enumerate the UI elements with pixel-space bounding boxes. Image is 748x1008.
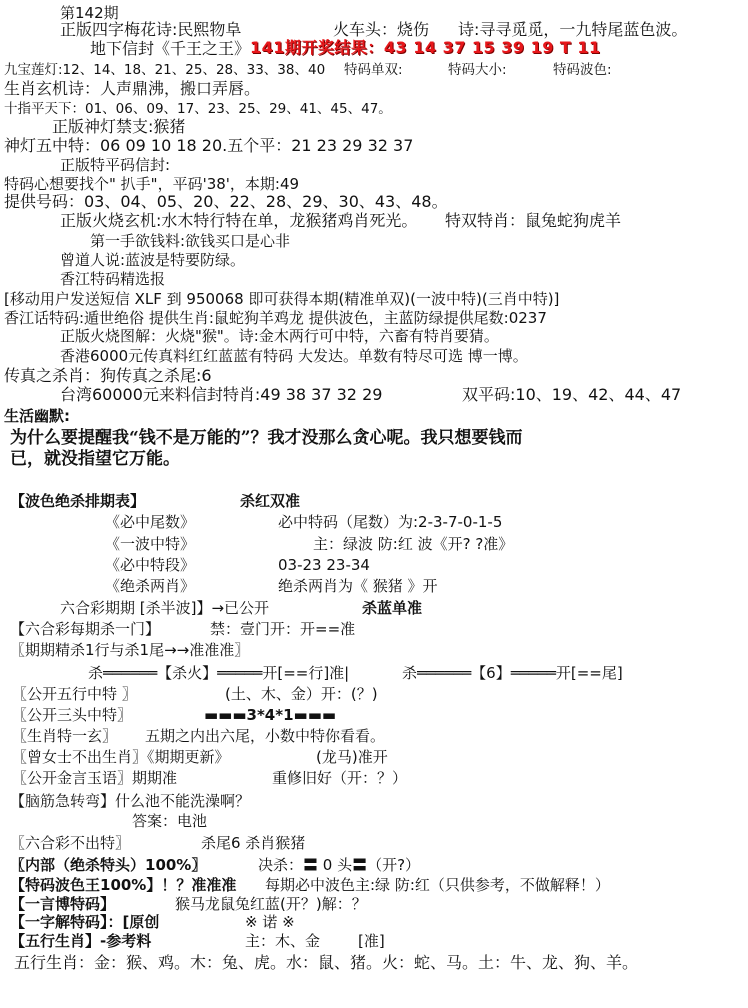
one-word-value: 猴马龙鼠兔红蓝(开？)解：？ bbox=[175, 895, 367, 913]
humor-text-1: 为什么要提醒我“钱不是万能的”？我才没那么贪心呢。我只想要钱而 bbox=[10, 428, 523, 448]
no-special-value: 杀尾6 杀肖猴猪 bbox=[201, 834, 306, 852]
first-hand: 第一手欲钱料:欲钱买口是心非 bbox=[90, 232, 291, 250]
half-wave: 六合彩期期 [杀半波]】→已公开 bbox=[60, 599, 270, 617]
five-zodiac-list: 五行生肖：金：猴、鸡。木：兔、虎。水：鼠、猪。火：蛇、马。土：牛、龙、狗、羊。 bbox=[14, 953, 639, 972]
three-heads-label: 〖公开三头中特〗 bbox=[12, 706, 133, 724]
one-char-label: 【一字解特码】：[原创 bbox=[10, 913, 160, 931]
kill-door-value: 禁：壹门开：开==准 bbox=[210, 620, 356, 638]
fire-mystery: 正版火烧玄机:水木特行特在单，龙猴猪鸡肖死光。 bbox=[60, 211, 418, 230]
flat-envelope: 正版特平码信封: bbox=[60, 156, 171, 174]
five-elements-value: (土、木、金）开：(？) bbox=[225, 685, 378, 703]
poem-text: 诗:寻寻觅觅，一九特尾蓝色波。 bbox=[458, 20, 688, 39]
wave-value: 主：绿波 防:红 波《开? ?准》 bbox=[313, 535, 514, 553]
lotus-numbers: 九宝莲灯:12、14、18、21、25、28、33、38、40 bbox=[4, 62, 326, 78]
riddle: 【脑筋急转弯】什么池不能洗澡啊？ bbox=[10, 792, 251, 810]
kill-door-label: 【六合彩每期杀一门】 bbox=[10, 620, 161, 638]
kill-fire-row: 杀══════【杀火】═════开[==行]准| bbox=[88, 664, 350, 682]
provided-numbers: 提供号码：03、04、05、20、22、28、29、30、43、48。 bbox=[4, 192, 448, 211]
inner-kill-value: 决杀：〓 0 头〓（开?） bbox=[258, 856, 421, 874]
kill-two-value: 绝杀两肖为《 猴猪 》开 bbox=[278, 577, 438, 595]
zodiac-mystery-value: 五期之内出六尾，小数中特你看看。 bbox=[145, 727, 386, 745]
taoist-saying: 曾道人说:蓝波是特要防绿。 bbox=[60, 251, 246, 269]
kill-tail-row: 杀══════【6】═════开[==尾] bbox=[402, 664, 623, 682]
golden-words-value: 重修旧好（开：？） bbox=[272, 769, 408, 787]
three-heads-value: ▬▬▬3*4*1▬▬▬ bbox=[204, 706, 337, 724]
draw-result: 141期开奖结果：43 14 37 15 39 19 T 11 bbox=[250, 38, 601, 57]
kill-blue: 杀蓝单准 bbox=[362, 599, 423, 617]
one-char-value: ※ 诺 ※ bbox=[245, 913, 295, 931]
no-special-label: 〖六合彩不出特〗 bbox=[10, 834, 131, 852]
tail-value: 必中特码（尾数）为:2-3-7-0-1-5 bbox=[278, 513, 503, 531]
kill-red: 杀红双准 bbox=[240, 492, 301, 510]
tail-label: 《必中尾数》 bbox=[105, 513, 196, 531]
one-word-label: 【一言博特码】 bbox=[10, 895, 116, 913]
lamp-five: 神灯五中特：06 09 10 18 20.五个平：21 23 29 32 37 bbox=[4, 136, 414, 155]
five-zodiac-accurate: [准] bbox=[358, 932, 385, 950]
kill-two-label: 《绝杀两肖》 bbox=[105, 577, 196, 595]
ten-fingers: 十指平天下：01、06、09、17、23、25、29、41、45、47。 bbox=[4, 101, 392, 117]
odd-even-label: 特码单双: bbox=[344, 62, 403, 78]
envelope-title: 地下信封《千王之王》 bbox=[90, 39, 251, 58]
zodiac-mystery-label: 〖生肖特一玄〗 bbox=[12, 727, 118, 745]
golden-words-label: 〖公开金言玉语〗期期准 bbox=[12, 769, 178, 787]
taiwan-envelope: 台湾60000元来料信封特肖:49 38 37 32 29 bbox=[60, 385, 383, 404]
fax-kill: 传真之杀肖：狗传真之杀尾:6 bbox=[4, 366, 212, 385]
double-flat: 双平码:10、19、42、44、47 bbox=[462, 385, 682, 404]
special-hint: 特码心想要找个" 扒手"，平码'38'，本期:49 bbox=[4, 175, 300, 193]
sms-promo: [移动用户发送短信 XLF 到 950068 即可获得本期(精准单双)(一波中特)(三肖中特)] bbox=[4, 290, 560, 308]
humor-text-2: 已，就没指望它万能。 bbox=[10, 449, 180, 469]
xiangjiang-title: 香江特码精选报 bbox=[60, 270, 166, 288]
ms-zeng-value: (龙马)准开 bbox=[316, 748, 388, 766]
wave-label: 《一波中特》 bbox=[105, 535, 196, 553]
size-label: 特码大小: bbox=[448, 62, 507, 78]
fire-diagram: 正版火烧图解：火烧"猴"。诗:金木两行可中特，六畜有特肖要猜。 bbox=[60, 327, 499, 345]
train-head: 火车头：烧伤 bbox=[333, 20, 430, 39]
issue-number: 第142期 bbox=[60, 4, 119, 22]
segment-label: 《必中特段》 bbox=[105, 556, 196, 574]
ms-zeng-label: 〖曾女士不出生肖〗《期期更新》 bbox=[12, 748, 230, 766]
zodiac-poem: 生肖玄机诗：人声鼎沸，搬口弄唇。 bbox=[4, 79, 261, 98]
poem-line: 正版四字梅花诗:民熙物阜 bbox=[60, 20, 242, 39]
inner-kill-label: 〖内部（绝杀特头）100%〗 bbox=[10, 856, 207, 874]
color-kill-title: 【波色绝杀排期表】 bbox=[10, 492, 146, 510]
color-label: 特码波色: bbox=[553, 62, 612, 78]
xiangjiang-talk: 香江话特码:遁世绝俗 提供生肖:鼠蛇狗羊鸡龙 提供波色，主蓝防绿提供尾数:0237 bbox=[4, 309, 547, 327]
color-king-label: 【特码波色王100%】！？准准准 bbox=[10, 876, 237, 894]
five-elements-label: 〖公开五行中特 〗 bbox=[12, 685, 137, 703]
kill-row-title: 〖期期精杀1行与杀1尾→→准准准〗 bbox=[10, 641, 250, 659]
color-king-value: 每期必中波色主:绿 防:红（只供参考，不做解释！） bbox=[265, 876, 610, 894]
humor-title: 生活幽默: bbox=[4, 407, 70, 425]
five-zodiac-main: 主：木、金 bbox=[245, 932, 321, 950]
hk-fax: 香港6000元传真料红红蓝蓝有特码 大发达。单数有特尽可选 博一博。 bbox=[60, 347, 528, 365]
special-zodiac: 特双特肖：鼠兔蛇狗虎羊 bbox=[445, 211, 622, 230]
lamp-forbid: 正版神灯禁支:猴猪 bbox=[52, 117, 186, 136]
segment-value: 03-23 23-34 bbox=[278, 556, 370, 574]
riddle-answer: 答案：电池 bbox=[132, 812, 208, 830]
five-zodiac-label: 【五行生肖】-参考料 bbox=[10, 932, 152, 950]
